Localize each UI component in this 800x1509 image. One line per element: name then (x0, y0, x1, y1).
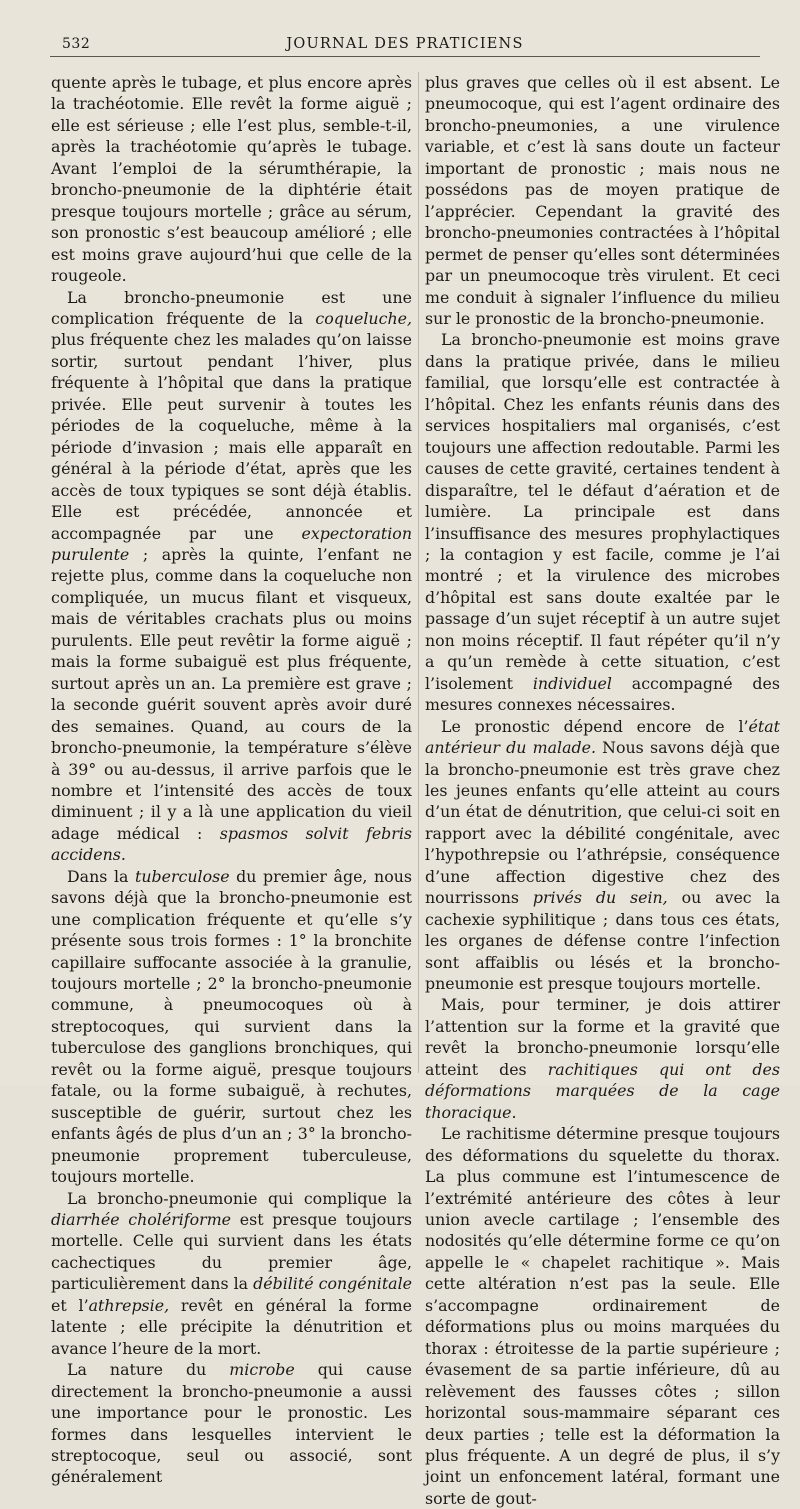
italic-run: tuberculose (135, 866, 230, 886)
left-paragraph-5 (51, 1359, 412, 1488)
right-paragraph-4 (425, 994, 780, 1123)
page-header (50, 34, 760, 58)
text-run: revêt en général la forme latente ; elle précipite la dénutrition et avance l’heure de la mort. (51, 1295, 412, 1358)
left-paragraph-3 (51, 866, 412, 1188)
text-run: accompagné des mesures connexes nécessaires. (425, 673, 780, 715)
italic-run: rachitiques qui ont des déformations marquées de la cage thoracique. (425, 1059, 780, 1122)
italic-run: diarrhée cholériforme (51, 1210, 232, 1230)
text-run: Mais, pour terminer, je dois attirer l’attention sur la forme et la gravité que revêt la broncho-pneumonie lorsqu’elle atteint des (425, 995, 780, 1079)
text-run: ; après la quinte, l’enfant ne rejette plus, comme dans la coqueluche non compliquée, un mucus filant et visqueux, mais de véritables crachats plus ou moins purulents. Elle peut revêtir la forme aiguë ; mais la forme subaiguë est plus fréquente, surtout après un an. La première est grave ; la seconde guérit souvent après avoir duré des semaines. Quand, au cours de la broncho-pneumonie, la température s’élève à 39° ou au-dessus, il arrive parfois que le nombre et l’intensité des accès de toux diminuent ; il y a là une application du vieil adage médical : (51, 544, 412, 843)
italic-run: microbe (229, 1360, 295, 1380)
italic-run: spasmos solvit febris accidens. (51, 823, 412, 865)
column-divider (418, 72, 419, 1073)
italic-run: individuel (532, 673, 612, 693)
header-rule (50, 56, 760, 57)
right-paragraph-2 (425, 329, 780, 715)
text-run: et l’ (51, 1295, 89, 1315)
italic-run: coqueluche, (315, 308, 412, 328)
text-run: La broncho-pneumonie est moins grave dans la pratique privée, dans le milieu familial, que lorsqu’elle est contractée à l’hôpital. Chez les enfants réunis dans des services hospitaliers mal organisés, c’est toujours une affection redoutable. Parmi les causes de cette gravité, certaines tendent à disparaître, tel le défaut d’aération et de lumière. La principale est dans l’insuffisance des mesures prophylactiques ; la contagion y est facile, comme je l’ai montré ; et la virulence des microbes d’hôpital est sans doute exaltée par le passage d’un sujet réceptif à un autre sujet non moins réceptif. Il faut répéter qu’il n’y a qu’un remède à cette situation, c’est l’isolement (425, 330, 780, 693)
right-paragraph-5: Le rachitisme détermine presque toujours des déformations du squelette du thorax. La plus commune est l’intumescence de l’extrémité antérieure des côtes à leur union avecle cartilage ; l’ensemble des nodosités qu’elle détermine forme ce qu’on appelle le « chapelet rachitique ». Mais cette altération n’est pas la seule. Elle s’accompagne ordinairement de déformations plus ou moins marquées du thorax : étroitesse de la partie supérieure ; évasement de sa partie inférieure, dû au relèvement des fausses côtes ; sillon horizontal sous-mammaire séparant ces deux parties ; telle est la déformation la plus fréquente. A un degré de plus, il s’y joint un enfoncement latéral, formant une sorte de gout- (425, 1124, 780, 1508)
running-title: JOURNAL DES PRATICIENS (286, 36, 524, 52)
left-column (51, 72, 412, 1487)
italic-run: athrepsie, (88, 1295, 170, 1315)
text-run: La broncho-pneumonie est une complication fréquente de la (51, 287, 412, 328)
right-paragraph-1: plus graves que celles où il est absent. Le pneumocoque, qui est l’agent ordinaire des broncho-pneumonies, a une virulence variable, et c’est là sans doute un facteur important de pronostic ; mais nous ne possédons pas de moyen pratique de l’apprécier. Cependant la gravité des broncho-pneumonies contractées à l’hôpital permet de penser qu’elles sont déterminées par un pneumocoque très virulent. Et ceci me conduit à signaler l’influence du milieu sur le pronostic de la broncho-pneumonie. (425, 73, 780, 328)
right-column (425, 72, 780, 1508)
page-number: 532 (62, 36, 91, 52)
text-run: La nature du (67, 1360, 230, 1380)
text-run: Nous savons déjà que la broncho-pneumonie est très grave chez les jeunes enfants qu’elle atteint au cours d’un état de dénutrition, que celui-ci soit en rapport avec la débilité congénitale, avec l’hypothrepsie ou l’athrépsie, conséquence d’une affection digestive chez des nourrissons (425, 738, 780, 908)
text-run: est presque toujours mortelle. Celle qui survient dans les états cachectiques du premier âge, particulièrement dans la (51, 1210, 412, 1294)
italic-run: état antérieur du malade. (425, 716, 780, 758)
text-run: qui cause directement la broncho-pneumonie a aussi une importance pour le pronostic. Les formes dans lesquelles intervient le streptocoque, seul ou associé, sont généralement (51, 1360, 412, 1487)
left-paragraph-1: quente après le tubage, et plus encore après la trachéotomie. Elle revêt la forme aiguë ; elle est sérieuse ; elle l’est plus, semble-t-il, après la trachéotomie qu’après le tubage. Avant l’emploi de la sérumthérapie, la broncho-pneumonie de la diphtérie était presque toujours mortelle ; grâce au sérum, son pronostic s’est beaucoup amélioré ; elle est moins grave aujourd’hui que celle de la rougeole. (51, 73, 412, 286)
italic-run: expectoration purulente (51, 523, 412, 564)
text-run: plus fréquente chez les malades qu’on laisse sortir, surtout pendant l’hiver, plus fréquente à l’hôpital que dans la pratique privée. Elle peut survenir à toutes les périodes de la coqueluche, même à la période d’invasion ; mais elle apparaît en général à la période d’état, après que les accès de toux typiques se sont déjà établis. Elle est précédée, annoncée et accompagnée par une (51, 330, 412, 543)
text-run: Le pronostic dépend encore de l’ (441, 716, 749, 736)
text-run: La broncho-pneumonie qui complique la (67, 1188, 412, 1208)
text-run: ou avec la cachexie syphilitique ; dans tous ces états, les organes de défense contre l’infection sont affaiblis ou lésés et la broncho-pneumonie est presque toujours mortelle. (425, 888, 780, 994)
left-paragraph-4 (51, 1188, 412, 1360)
right-paragraph-3 (425, 716, 780, 995)
italic-run: privés du sein, (532, 888, 668, 908)
text-run: du premier âge, nous savons déjà que la broncho-pneumonie est une complication fréquente et qu’elle s’y présente sous trois formes : 1° la bronchite capillaire suffocante associée à la granulie, toujours mortelle ; 2° la broncho-pneumonie commune, à pneumocoques où à streptocoques, qui survient dans la tuberculose des ganglions bronchiques, qui revêt ou la forme aiguë, presque toujours fatale, ou la forme subaiguë, à rechutes, susceptible de guérir, surtout chez les enfants âgés de plus d’un an ; 3° la broncho-pneumonie proprement tuberculeuse, toujours mortelle. (51, 866, 412, 1187)
text-run: Dans la (67, 866, 135, 886)
italic-run: débilité congénitale (253, 1274, 412, 1294)
left-paragraph-2 (51, 287, 412, 866)
